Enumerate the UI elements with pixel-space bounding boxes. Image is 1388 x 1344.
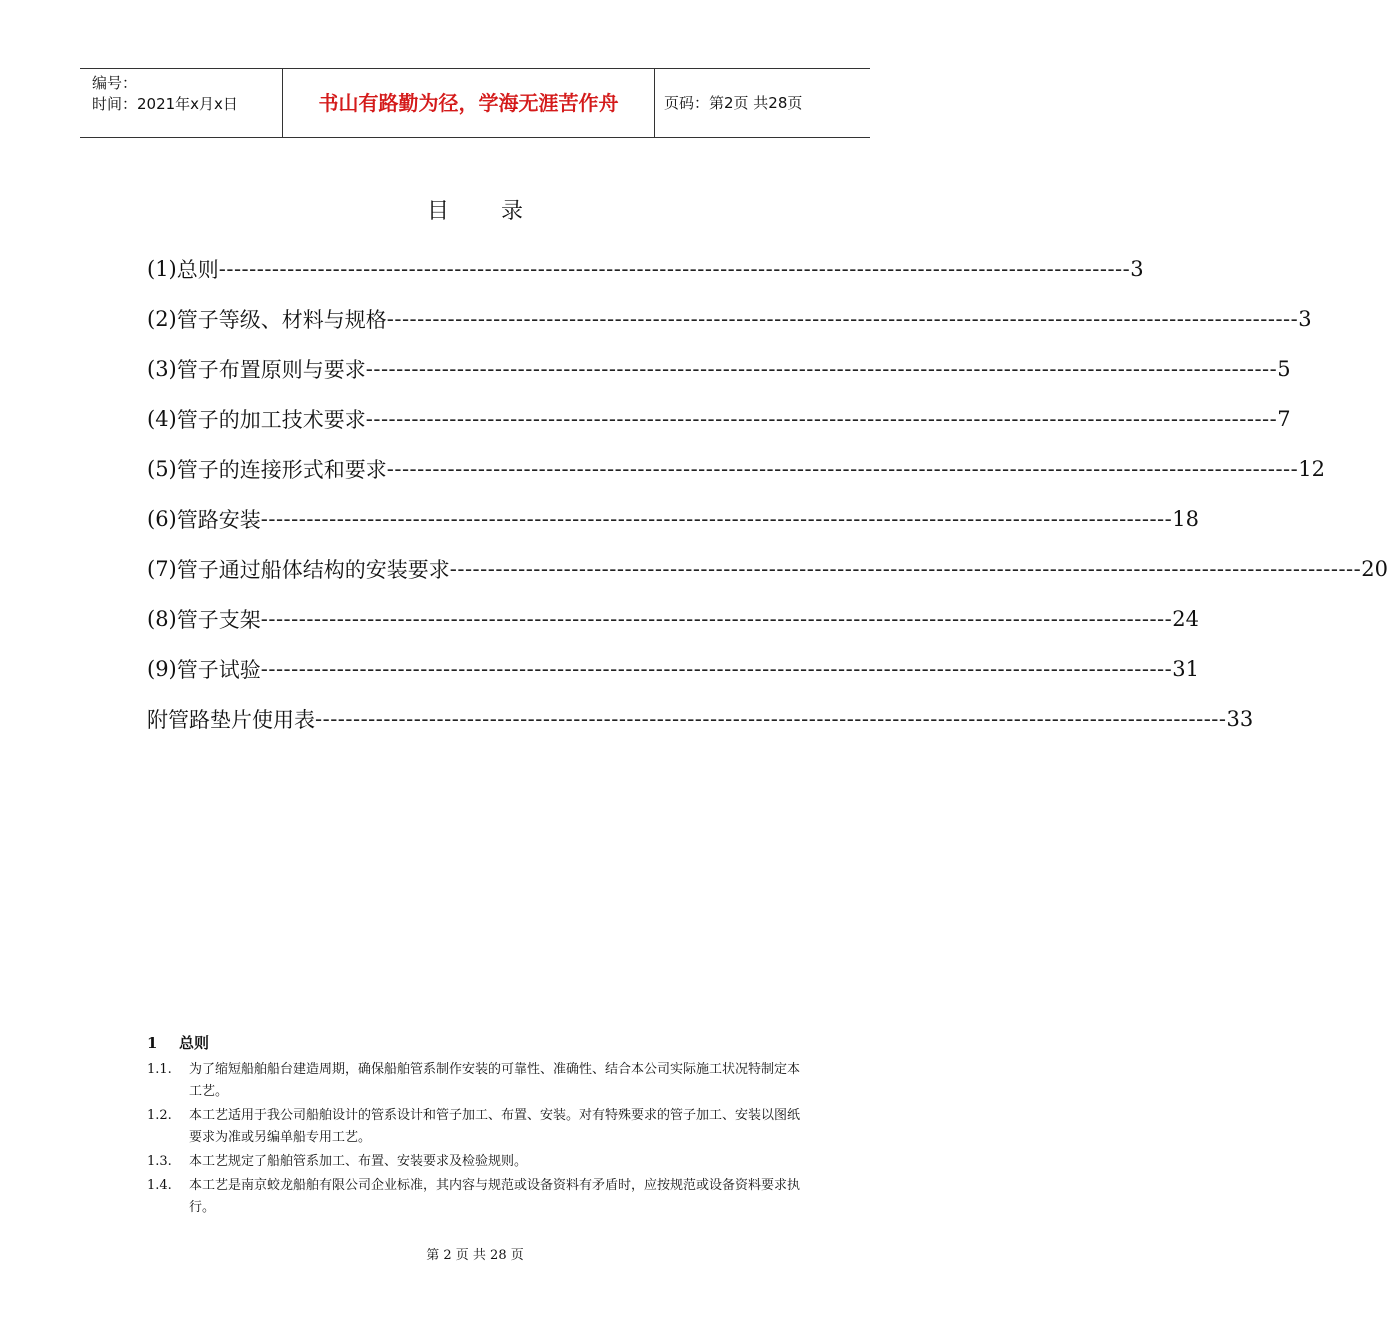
header-meta — [92, 73, 282, 115]
section-general — [147, 1032, 809, 1221]
section-item — [147, 1059, 809, 1103]
toc-entry[interactable] — [147, 294, 1312, 344]
toc-entry[interactable] — [147, 344, 1291, 394]
toc-entry-label: 管子支架 — [176, 608, 261, 632]
toc-entry[interactable] — [147, 644, 1199, 694]
section-heading — [147, 1032, 809, 1053]
section-item-number: 1.2. — [147, 1108, 172, 1123]
section-item — [147, 1151, 809, 1173]
section-item — [147, 1175, 809, 1219]
toc-entry-label: 管子通过船体结构的安装要求 — [176, 558, 450, 582]
toc-leader-dashes: ------------------------------------------------------------------------------------------------------------------------ — [260, 657, 1173, 681]
toc-entry-label: 管子等级、材料与规格 — [176, 308, 387, 332]
toc-title-char: 录 — [501, 199, 524, 224]
toc-entry[interactable] — [147, 444, 1325, 494]
section-item-number: 1.3. — [147, 1154, 172, 1169]
section-title: 总则 — [179, 1034, 210, 1052]
toc-entry-page: 18 — [1172, 507, 1199, 531]
toc-entry-page: 12 — [1298, 457, 1325, 481]
section-item-text: 为了缩短船舶船台建造周期，确保船舶管系制作安装的可靠性、准确性、结合本公司实际施工状况特制定本工艺。 — [189, 1062, 801, 1099]
section-item — [147, 1105, 809, 1149]
toc-entry-label: 管子试验 — [176, 658, 261, 682]
toc-entry-label: 附管路垫片使用表 — [147, 708, 315, 732]
time-label: 时间：2021年x月x日 — [92, 95, 238, 113]
toc-entry-page: 3 — [1130, 257, 1144, 281]
toc-entry-number: (7) — [147, 557, 177, 581]
toc-entry-page: 5 — [1277, 357, 1291, 381]
toc-leader-dashes: ------------------------------------------------------------------------------------------------------------------------ — [365, 357, 1278, 381]
number-label: 编号： — [92, 74, 138, 92]
section-item-text: 本工艺规定了船舶管系加工、布置、安装要求及检验规则。 — [189, 1154, 528, 1169]
toc-leader-dashes: ------------------------------------------------------------------------------------------------------------------------ — [260, 607, 1173, 631]
section-number: 1 — [147, 1034, 158, 1052]
toc-entry-number: (6) — [147, 507, 177, 531]
section-item-text: 本工艺适用于我公司船舶设计的管系设计和管子加工、布置、安装。对有特殊要求的管子加工、安装以图纸要求为准或另编单船专用工艺。 — [189, 1108, 801, 1145]
table-of-contents — [147, 244, 1388, 744]
toc-entry[interactable] — [147, 594, 1199, 644]
toc-entry-label: 管子的连接形式和要求 — [176, 458, 387, 482]
toc-entry-label: 管路安装 — [176, 508, 261, 532]
toc-entry-page: 31 — [1172, 657, 1199, 681]
toc-entry[interactable] — [147, 244, 1144, 294]
toc-leader-dashes: ------------------------------------------------------------------------------------------------------------------------ — [386, 457, 1299, 481]
toc-entry-number: (9) — [147, 657, 177, 681]
toc-title-char: 目 — [426, 199, 449, 224]
toc-entry-number: (8) — [147, 607, 177, 631]
toc-entry-number: (4) — [147, 407, 177, 431]
toc-leader-dashes: ------------------------------------------------------------------------------------------------------------------------ — [386, 307, 1299, 331]
toc-leader-dashes: ------------------------------------------------------------------------------------------------------------------------ — [260, 507, 1173, 531]
toc-entry-page: 33 — [1226, 707, 1254, 731]
page-header — [80, 68, 870, 138]
toc-leader-dashes: ------------------------------------------------------------------------------------------------------------------------ — [365, 407, 1278, 431]
toc-entry[interactable] — [147, 694, 1254, 744]
toc-leader-dashes: ------------------------------------------------------------------------------------------------------------------------ — [449, 557, 1362, 581]
toc-leader-dashes: ------------------------------------------------------------------------------------------------------------------------ — [218, 257, 1131, 281]
toc-entry-page: 7 — [1277, 407, 1291, 431]
toc-entry[interactable] — [147, 494, 1199, 544]
toc-entry-page: 3 — [1298, 307, 1312, 331]
toc-entry-label: 管子布置原则与要求 — [176, 358, 366, 382]
section-item-text: 本工艺是南京蛟龙船舶有限公司企业标准，其内容与规范或设备资料有矛盾时，应按规范或设备资料要求执行。 — [189, 1178, 801, 1215]
toc-title — [0, 194, 950, 225]
toc-entry-number: (2) — [147, 307, 177, 331]
toc-entry[interactable] — [147, 394, 1291, 444]
header-page-info: 页码：第2页 共28页 — [664, 94, 803, 112]
section-items — [147, 1059, 809, 1219]
toc-entry[interactable] — [147, 544, 1388, 594]
toc-entry-page: 20 — [1361, 557, 1388, 581]
toc-entry-label: 管子的加工技术要求 — [176, 408, 366, 432]
section-item-number: 1.4. — [147, 1178, 172, 1193]
toc-entry-label: 总则 — [176, 258, 219, 282]
toc-entry-number: (5) — [147, 457, 177, 481]
toc-entry-number: (1) — [147, 257, 177, 281]
header-divider — [654, 69, 655, 137]
header-motto: 书山有路勤为径，学海无涯苦作舟 — [318, 91, 619, 115]
toc-entry-page: 24 — [1172, 607, 1199, 631]
section-item-number: 1.1. — [147, 1062, 172, 1077]
toc-leader-dashes: ------------------------------------------------------------------------------------------------------------------------ — [315, 707, 1227, 731]
page-footer: 第 2 页 共 28 页 — [426, 1248, 524, 1263]
toc-entry-number: (3) — [147, 357, 177, 381]
